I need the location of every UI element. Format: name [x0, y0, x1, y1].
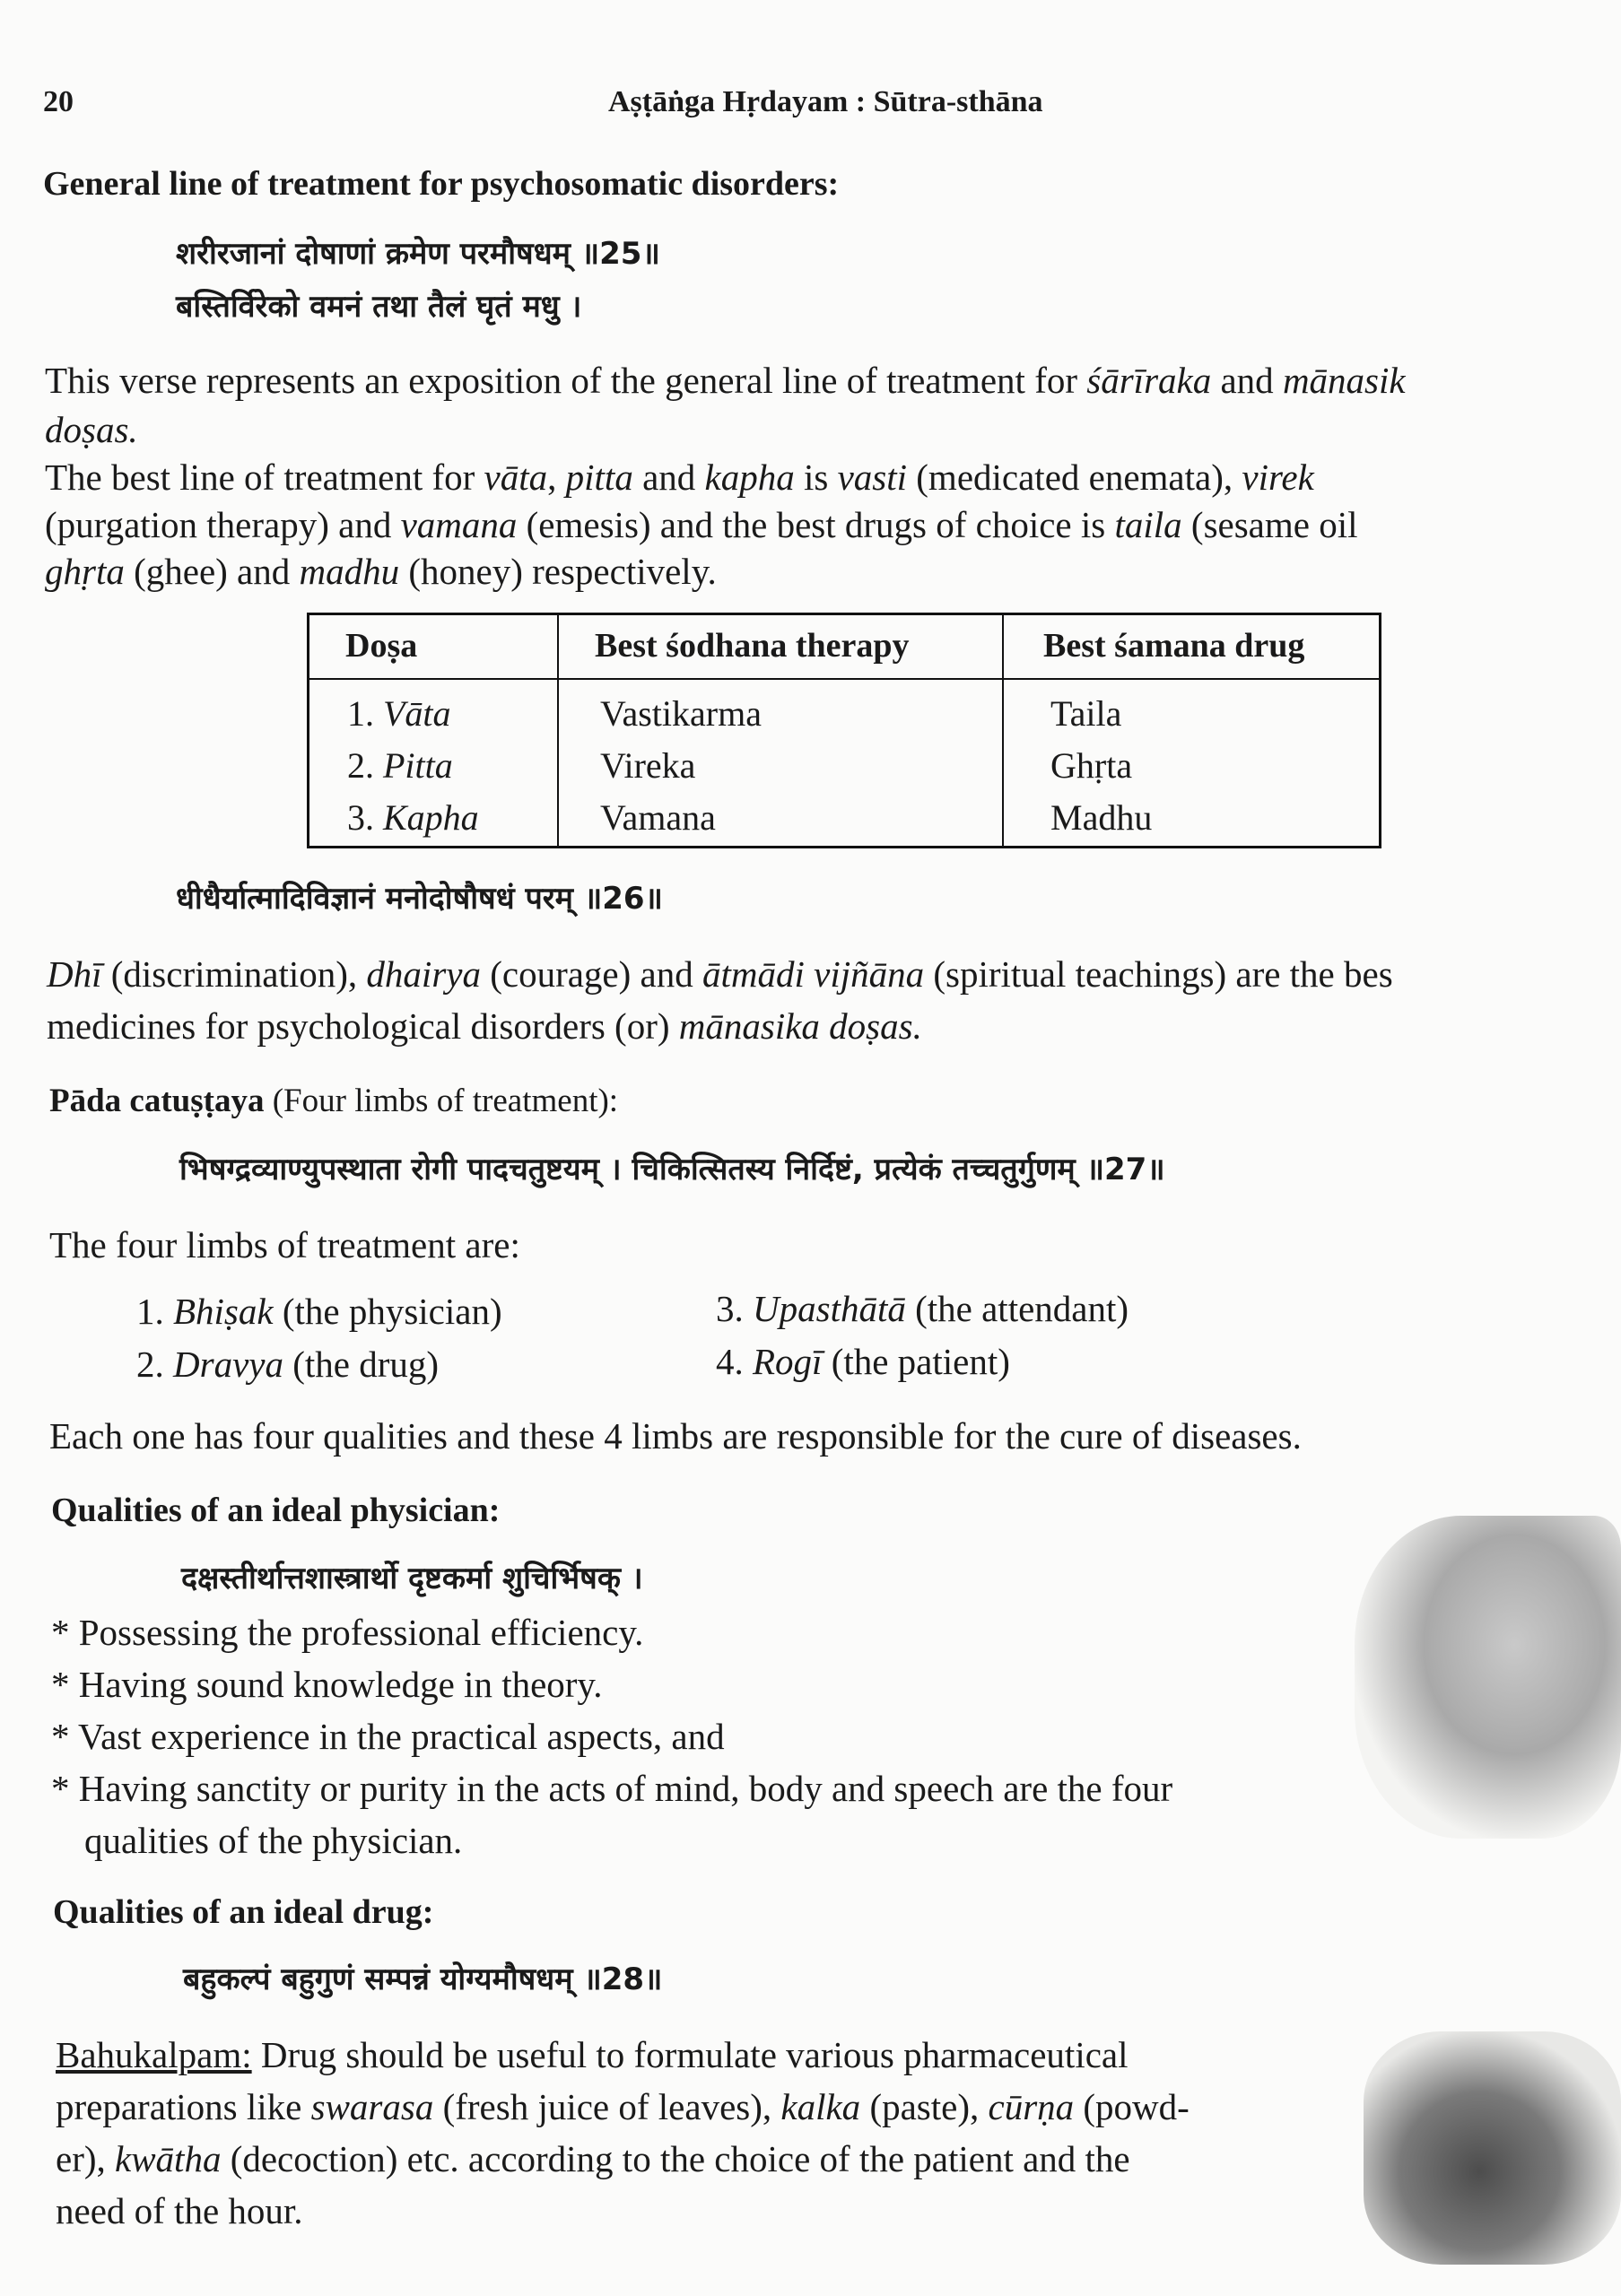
section-heading-ideal-physician: Qualities of an ideal physician: — [51, 1492, 501, 1529]
table-header-dosha: Doṣa — [345, 627, 418, 665]
paragraph-verse-exposition: This verse represents an exposition of the general line of treatment for śārīraka and mānasik — [45, 360, 1406, 401]
running-title: Aṣṭāṅga Hṛdayam : Sūtra-sthāna — [608, 85, 1043, 118]
list-item: 3. Upasthātā (the attendant) — [716, 1288, 1129, 1329]
table-row: 3. Kapha — [347, 797, 479, 838]
section-heading-psychosomatic: General line of treatment for psychosomatic disorders: — [43, 165, 840, 203]
list-item-continuation: qualities of the physician. — [84, 1820, 463, 1861]
list-item: 2. Dravya (the drug) — [136, 1344, 440, 1385]
table-cell-drug: Madhu — [1050, 797, 1153, 838]
table-row: 1. Vāta — [347, 693, 451, 734]
paragraph-best-treatment-line2: (purgation therapy) and vamana (emesis) and the best drugs of choice is taila (sesame oil — [45, 504, 1358, 545]
paragraph-bahukalpam-line4: need of the hour. — [56, 2190, 303, 2231]
page-number: 20 — [43, 85, 74, 118]
section-heading-pada-catustaya: Pāda catuṣṭaya (Four limbs of treatment): — [49, 1083, 619, 1119]
verse-26: धीधैर्यात्मादिविज्ञानं मनोदोषौषधं परम् ॥26॥ — [176, 881, 663, 917]
paragraph-verse-exposition-cont: doṣas. — [45, 409, 138, 450]
paragraph-best-treatment-line1: The best line of treatment for vāta, pitta and kapha is vasti (medicated enemata), virek — [45, 457, 1314, 498]
paragraph-best-treatment-line3: ghṛta (ghee) and madhu (honey) respectively. — [45, 551, 717, 592]
table-cell-drug: Ghṛta — [1050, 745, 1133, 786]
verse-physician: दक्षस्तीर्थात्तशास्त्रार्थो दृष्टकर्मा शुचिर्भिषक् । — [181, 1561, 643, 1596]
paragraph-bahukalpam-line1: Bahukalpam: Drug should be useful to formulate various pharmaceutical — [56, 2034, 1129, 2075]
physician-photo — [1355, 1516, 1621, 1839]
section-heading-ideal-drug: Qualities of an ideal drug: — [53, 1893, 434, 1931]
verse-28: बहुकल्पं बहुगुणं सम्पन्नं योग्यमौषधम् ॥28॥ — [183, 1961, 663, 1997]
paragraph-psychological-medicines-cont: medicines for psychological disorders (or) mānasika doṣas. — [47, 1005, 922, 1047]
drug-capsules-photo — [1364, 2031, 1621, 2265]
four-limbs-intro: The four limbs of treatment are: — [49, 1224, 520, 1265]
list-item: 1. Bhiṣak (the physician) — [136, 1291, 502, 1332]
table-cell-drug: Taila — [1050, 693, 1122, 734]
list-item: * Having sanctity or purity in the acts of mind, body and speech are the four — [51, 1768, 1173, 1809]
paragraph-bahukalpam-line3: er), kwātha (decoction) etc. according to the choice of the patient and the — [56, 2138, 1130, 2179]
four-limbs-summary: Each one has four qualities and these 4 limbs are responsible for the cure of diseases. — [49, 1415, 1302, 1457]
table-cell-therapy: Vamana — [600, 797, 716, 838]
verse-25-line2: बस्तिर्विरेको वमनं तथा तैलं घृतं मधु । — [176, 289, 582, 325]
paragraph-bahukalpam-line2: preparations like swarasa (fresh juice of leaves), kalka (paste), cūrṇa (powd- — [56, 2086, 1190, 2127]
dosha-treatment-table — [307, 613, 1381, 848]
table-row: 2. Pitta — [347, 745, 453, 786]
paragraph-psychological-medicines: Dhī (discrimination), dhairya (courage) and ātmādi vijñāna (spiritual teachings) are the bes — [47, 953, 1393, 995]
verse-27: भिषग्द्रव्याण्युपस्थाता रोगी पादचतुष्टयम् । चिकित्सितस्य निर्दिष्टं, प्रत्येकं तच्चतुर्गुणम् ॥27॥ — [179, 1152, 1165, 1187]
table-cell-therapy: Vireka — [600, 745, 696, 786]
list-item: * Having sound knowledge in theory. — [51, 1664, 603, 1705]
list-item: * Possessing the professional efficiency. — [51, 1612, 644, 1653]
list-item: 4. Rogī (the patient) — [716, 1341, 1010, 1382]
table-cell-therapy: Vastikarma — [600, 693, 762, 734]
table-header-sodhana: Best śodhana therapy — [595, 627, 910, 665]
table-header-samana: Best śamana drug — [1043, 627, 1305, 665]
verse-25-line1: शरीरजानां दोषाणां क्रमेण परमौषधम् ॥25॥ — [176, 236, 660, 272]
list-item: * Vast experience in the practical aspects, and — [51, 1716, 725, 1757]
